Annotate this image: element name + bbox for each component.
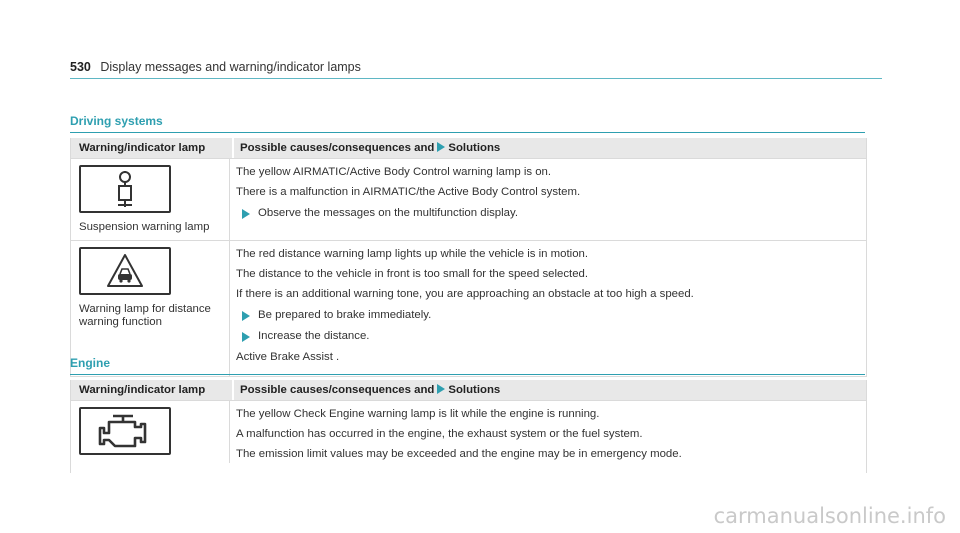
page-header — [70, 60, 882, 79]
section-title-driving-systems: Driving systems — [70, 114, 865, 133]
driving-systems-table — [70, 138, 867, 377]
engine-table — [70, 380, 867, 473]
cause-footer: Active Brake Assist . — [236, 351, 340, 363]
section-title-engine: Engine — [70, 356, 865, 375]
cause-text: The red distance warning lamp lights up while the vehicle is in motion. — [236, 248, 589, 260]
solution-step: Be prepared to brake immediately. — [236, 308, 866, 323]
table-row-check-engine — [71, 400, 866, 473]
lamp-label: Suspension warning lamp — [79, 221, 210, 233]
cause-text: A malfunction has occurred in the engine, the exhaust system or the fuel system. — [236, 428, 643, 440]
table-header — [71, 380, 866, 400]
cause-text: The emission limit values may be exceeded and the engine may be in emergency mode. — [236, 448, 682, 460]
column-header-causes: Possible causes/consequences and Solutions — [232, 380, 866, 400]
column-header-causes: Possible causes/consequences and Solutions — [232, 138, 866, 158]
check-engine-icon — [79, 407, 171, 455]
page-number: 530 — [70, 60, 91, 74]
page-header-title: Display messages and warning/indicator lamps — [100, 60, 361, 74]
solution-step: Observe the messages on the multifunction display. — [236, 206, 866, 221]
lamp-label-line-2: warning function — [79, 316, 162, 328]
solution-step: Increase the distance. — [236, 329, 866, 344]
solution-arrow-icon — [437, 384, 445, 394]
cause-text: The yellow AIRMATIC/Active Body Control warning lamp is on. — [236, 166, 552, 178]
column-header-lamp: Warning/indicator lamp — [79, 142, 206, 154]
watermark: carmanualsonline.info — [713, 504, 946, 528]
cause-text: The distance to the vehicle in front is too small for the speed selected. — [236, 268, 589, 280]
step-arrow-icon — [242, 209, 250, 219]
suspension-icon — [79, 165, 171, 213]
cause-text: If there is an additional warning tone, you are approaching an obstacle at too high a speed. — [236, 288, 694, 300]
cause-text: There is a malfunction in AIRMATIC/the Active Body Control system. — [236, 186, 581, 198]
lamp-label-line-1: Warning lamp for distance — [79, 303, 211, 315]
step-arrow-icon — [242, 332, 250, 342]
solution-arrow-icon — [437, 142, 445, 152]
distance-warning-icon — [79, 247, 171, 295]
column-header-lamp: Warning/indicator lamp — [79, 384, 206, 396]
cause-text: The yellow Check Engine warning lamp is lit while the engine is running. — [236, 408, 600, 420]
table-header — [71, 138, 866, 158]
table-row-suspension — [71, 158, 866, 240]
step-arrow-icon — [242, 311, 250, 321]
